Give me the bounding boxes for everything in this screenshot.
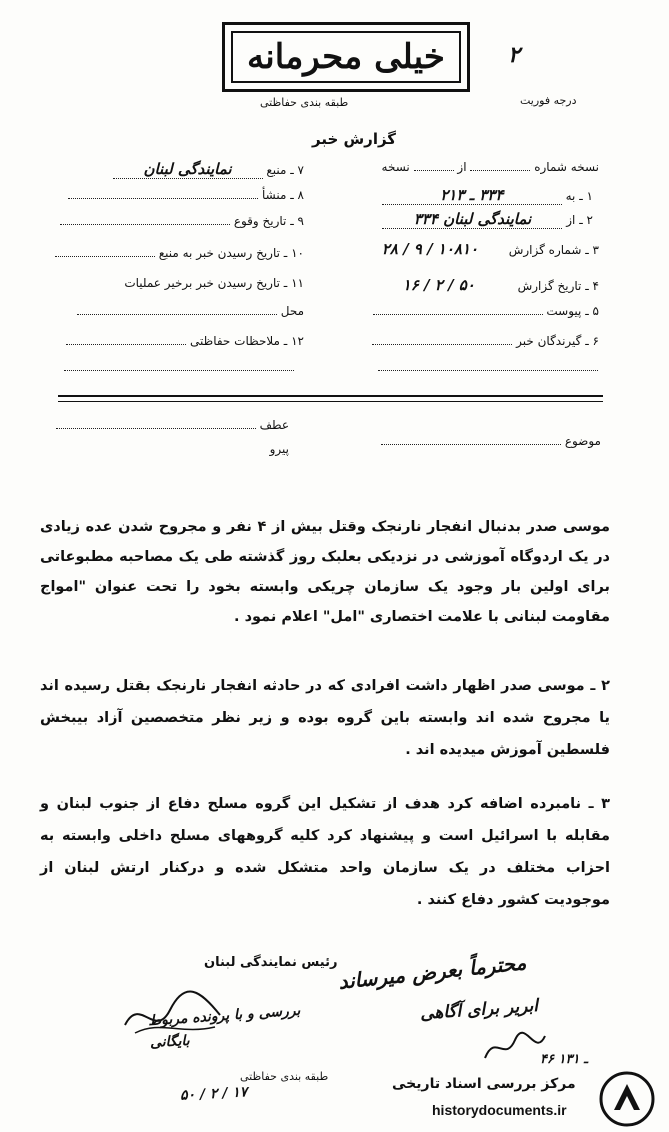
initials-scribble bbox=[480, 1028, 550, 1068]
report-date-value: ۵۰ / ۲ / ۱۶ bbox=[402, 276, 475, 294]
copy-label: نسخه bbox=[381, 160, 410, 174]
received-date-label: ۱۰ ـ تاریخ رسیدن خبر به منبع bbox=[158, 246, 304, 260]
report-date-label: ۴ ـ تاریخ گزارش bbox=[517, 279, 599, 293]
attachment-label: ۵ ـ پیوست bbox=[546, 304, 599, 318]
signature-scribble bbox=[120, 985, 230, 1045]
report-number-value: ۱۰۸۱۰ / ۹ / ۲۸ bbox=[381, 240, 479, 258]
recipients-extra-line bbox=[378, 370, 598, 371]
place-row bbox=[77, 304, 304, 318]
handwritten-note-4: بایگانی bbox=[149, 1032, 191, 1052]
report-number-row bbox=[355, 240, 599, 258]
ops-date-label: ۱۱ ـ تاریخ رسیدن خبر برخیر عملیات bbox=[124, 276, 304, 290]
from-row bbox=[382, 210, 593, 229]
report-date-row bbox=[364, 276, 599, 294]
subject-label: موضوع bbox=[564, 434, 601, 448]
stamp-text: خیلی محرمانه bbox=[247, 37, 445, 77]
received-date-row bbox=[55, 246, 304, 260]
body-paragraph-1: موسی صدر بدنبال انفجار نارنجک وقتل بیش از ۴ نفر و مجروح شدن عده زیادی در یک اردوگاه آموزشی در نزدیکی بعلبک روز گذشته طی یک مصاحبه مطبوعاتی برای اولین بار وجود یک سازمان چریکی وابسته بخود را تحت عنوان "امواج مقاومت لبنانی با علامت اختصاری "امل" اعلام نمود . bbox=[40, 519, 610, 625]
classification-label: طبقه بندی حفاظتی bbox=[260, 96, 349, 109]
recipients-row bbox=[372, 334, 599, 348]
to-label: ۱ ـ به bbox=[565, 189, 593, 203]
copy-number-row bbox=[382, 160, 599, 174]
source-row bbox=[113, 160, 304, 179]
footer-website: historydocuments.ir bbox=[432, 1102, 567, 1118]
archive-logo-icon bbox=[598, 1070, 656, 1128]
subject-row bbox=[381, 434, 601, 448]
event-date-row bbox=[60, 214, 304, 228]
body-paragraph-3: ۳ ـ نامبرده اضافه کرد هدف از تشکیل این گروه مسلح دفاع از جنوب لبنان و مقابله با اسرائیل است و پیشنهاد کرد کلیه گروههای مسلح داخلی وابسته به احزاب مختلف در یک سازمان واحد متشکل شده و درکنار ارتش لبنان از موجودیت کشور دفاع کنند . bbox=[40, 796, 610, 908]
body-paragraph-2: ۲ ـ موسی صدر اظهار داشت افرادی که در حادثه انفجار نارنجک بقتل رسیده اند یا مجروح شده اند وابسته باین گروه بوده و زیر نظر متخصصین آزاد بیبخش فلسطین آموزش میدیده اند . bbox=[40, 678, 610, 758]
from-label: ۲ ـ از bbox=[566, 213, 593, 227]
footer-classification-label: طبقه بندی حفاظتی bbox=[240, 1070, 329, 1083]
security-notes-row bbox=[66, 334, 304, 348]
handwritten-note-3: بررسی و با پرونده مربوط bbox=[147, 1002, 301, 1030]
footer-org-name: مرکز بررسی اسناد تاریخی bbox=[392, 1076, 576, 1092]
form-divider-bottom bbox=[58, 401, 603, 402]
urgency-label: درجه فوریت bbox=[520, 94, 577, 107]
to-row bbox=[382, 186, 593, 205]
ops-date-row bbox=[124, 276, 304, 290]
handwritten-note-1: محترماً بعرض میرساند bbox=[337, 950, 528, 994]
handwritten-note-2: ابریر برای آگاهی bbox=[419, 995, 539, 1025]
place-label: محل bbox=[280, 304, 304, 318]
recipients-label: ۶ ـ گیرندگان خبر bbox=[516, 334, 599, 348]
copy-of-label: از bbox=[457, 160, 467, 174]
attachment-row bbox=[373, 304, 599, 318]
reference-label: عطف bbox=[259, 418, 289, 432]
ref-number: ۴۶ ـ ۱۳۱ bbox=[540, 1052, 588, 1067]
form-divider-top bbox=[58, 395, 603, 397]
reference-row bbox=[56, 418, 289, 432]
signature-title: رئیس نمایندگی لبنان bbox=[204, 955, 338, 970]
follow-row bbox=[270, 442, 289, 456]
report-number-label: ۳ ـ شماره گزارش bbox=[508, 243, 599, 257]
to-value: ۳۳۴ ـ ۲۱۳ bbox=[382, 186, 562, 205]
report-title: گزارش خبر bbox=[312, 130, 397, 148]
confidential-stamp bbox=[222, 22, 470, 92]
from-value: نمایندگی لبنان ۳۳۴ bbox=[382, 210, 562, 229]
corner-mark: ۲ bbox=[508, 42, 520, 68]
follow-label: پیرو bbox=[269, 442, 289, 456]
security-notes-label: ۱۲ ـ ملاحظات حفاظتی bbox=[190, 334, 304, 348]
origin-label: ۸ ـ منشأ bbox=[261, 188, 304, 202]
date-note: ۵۰ / ۲ / ۱۷ bbox=[179, 1084, 248, 1104]
copy-number-label: نسخه شماره bbox=[534, 160, 599, 174]
source-label: ۷ ـ منبع bbox=[266, 163, 304, 177]
security-notes-extra-line bbox=[64, 370, 294, 371]
source-value: نمایندگی لبنان bbox=[113, 160, 263, 179]
event-date-label: ۹ ـ تاریخ وقوع bbox=[233, 214, 304, 228]
origin-row bbox=[68, 188, 304, 202]
